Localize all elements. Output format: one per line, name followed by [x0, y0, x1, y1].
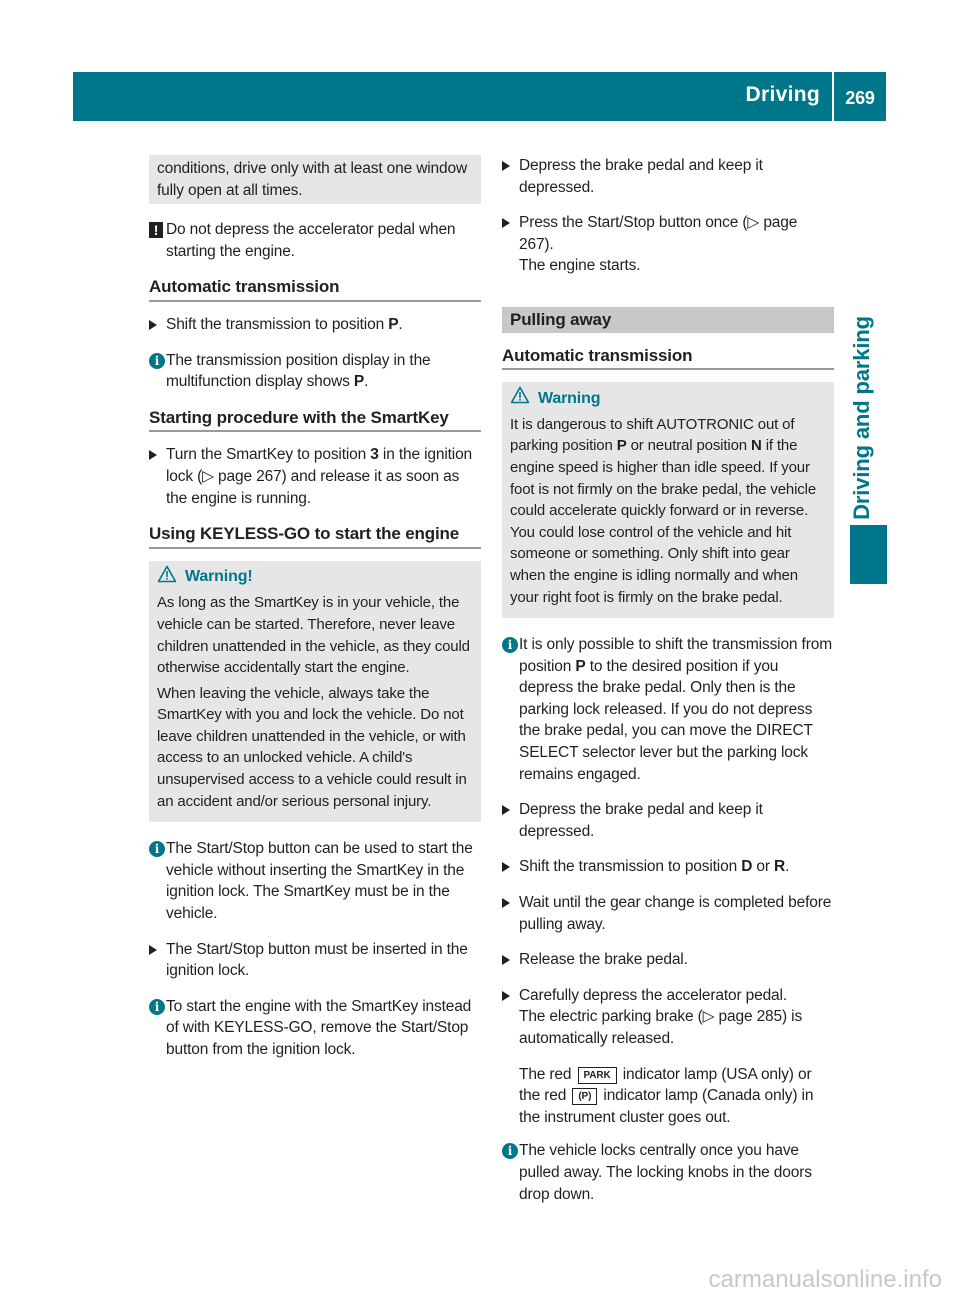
warning-title	[510, 386, 827, 411]
caution-note: ! Do not depress the accelerator pedal when starting the engine.	[149, 219, 481, 262]
bullet-arrow-icon	[502, 805, 510, 815]
parking-brake-indicator-icon: (P)	[572, 1088, 597, 1105]
info-icon: i	[149, 841, 165, 857]
bullet-arrow-icon	[149, 945, 157, 955]
bold-text: P	[353, 373, 365, 391]
bullet-arrow-icon	[502, 955, 510, 965]
instruction-step: Depress the brake pedal and keep it depressed.	[502, 155, 834, 198]
warning-title-label: Warning	[538, 389, 601, 407]
note-box: conditions, drive only with at least one window fully open at all times.	[149, 155, 481, 204]
page-number: 269	[834, 72, 886, 121]
warning-title	[157, 565, 474, 590]
warning-paragraph: It is dangerous to shift AUTOTRONIC out of parking position P or neutral position N if the engine speed is higher than idle speed. If your foot is not firmly on the brake pedal, the vehicle could accelerate quickly forward or in reverse. You could lose control of the vehicle and hit someone or something. Only shift into gear when the engine is idling normally and when your right foot is firmly on the brake pedal.	[510, 415, 817, 606]
side-tab-label: Driving and parking	[849, 315, 874, 520]
side-tab	[842, 310, 882, 525]
park-indicator-icon: PARK	[578, 1067, 617, 1084]
info-note: i The vehicle locks centrally once you have pulled away. The locking knobs in the doors drop down.	[502, 1140, 834, 1205]
instruction-step: Turn the SmartKey to position 3 in the ignition lock (▷ page 267) and release it as soon as the engine is running.	[149, 444, 481, 509]
bold-text: R	[774, 858, 786, 876]
step-result: The engine starts.	[519, 257, 641, 275]
bullet-arrow-icon	[149, 320, 157, 330]
instruction-step: Depress the brake pedal and keep it depressed.	[502, 799, 834, 842]
left-column	[149, 155, 481, 1075]
section-heading: Starting procedure with the SmartKey	[149, 407, 481, 433]
section-heading: Automatic transmission	[502, 345, 834, 371]
warning-title-label: Warning!	[185, 568, 253, 586]
instruction-step: Shift the transmission to position P.	[149, 314, 481, 336]
bold-text: P	[616, 437, 627, 455]
bold-text: P	[575, 657, 586, 675]
info-icon: i	[502, 1143, 518, 1159]
warning-paragraph: When leaving the vehicle, always take the SmartKey with you and lock the vehicle. Do not leave children unattended in the vehicle, or with access to an unlocked vehicle. A child's unsupervised access to a vehicle could result in an accident and/or serious personal injury.	[157, 684, 467, 810]
warning-triangle-icon	[157, 565, 177, 590]
warning-triangle-icon	[510, 386, 530, 411]
bullet-arrow-icon	[502, 218, 510, 228]
instruction-step: Wait until the gear change is completed before pulling away.	[502, 892, 834, 935]
info-note: i The transmission position display in the multifunction display shows P.	[149, 350, 481, 393]
bullet-arrow-icon	[502, 991, 510, 1001]
section-heading: Automatic transmission	[149, 276, 481, 302]
section-heading: Using KEYLESS-GO to start the engine	[149, 523, 481, 549]
side-tab-marker	[850, 525, 887, 584]
bold-text: N	[750, 437, 762, 455]
right-column	[502, 155, 834, 1219]
warning-box	[149, 561, 481, 823]
section-subheading: Pulling away	[502, 307, 834, 333]
instruction-step: Carefully depress the accelerator pedal. The electric parking brake (▷ page 285) is automatically released.	[502, 985, 834, 1050]
warning-box	[502, 382, 834, 618]
info-note: i It is only possible to shift the transmission from position P to the desired position if you depress the brake pedal. Only then is the parking lock released. If you do not depress the brake pedal, you can move the DIRECT SELECT selector lever but the parking lock remains engaged.	[502, 634, 834, 785]
section-title: Driving	[745, 83, 820, 106]
instruction-step: Shift the transmission to position D or R.	[502, 856, 834, 878]
warning-paragraph: As long as the SmartKey is in your vehicle, the vehicle can be started. Therefore, never leave children unattended in the vehicle, as they could otherwise accidentally start the engine.	[157, 594, 470, 677]
bullet-arrow-icon	[502, 862, 510, 872]
body-text: The red PARK indicator lamp (USA only) or the red (P) indicator lamp (Canada only) in the instrument cluster goes out.	[519, 1065, 814, 1126]
instruction-step: Press the Start/Stop button once (▷ page 267). The engine starts.	[502, 212, 834, 277]
info-icon: i	[149, 353, 165, 369]
bullet-arrow-icon	[502, 161, 510, 171]
watermark: carmanualsonline.info	[708, 1266, 942, 1293]
exclamation-icon: !	[149, 222, 163, 238]
bold-text: P	[388, 315, 399, 333]
instruction-step: The Start/Stop button must be inserted in the ignition lock.	[149, 939, 481, 982]
bullet-arrow-icon	[149, 450, 157, 460]
step-result: The electric parking brake (▷ page 285) is automatically released.	[519, 1008, 803, 1047]
info-note: i To start the engine with the SmartKey instead of with KEYLESS-GO, remove the Start/Stop button from the ignition lock.	[149, 996, 481, 1061]
instruction-step: Release the brake pedal.	[502, 949, 834, 971]
info-icon: i	[149, 999, 165, 1015]
page-header-bar	[73, 72, 832, 121]
bullet-arrow-icon	[502, 898, 510, 908]
bold-text: D	[741, 858, 753, 876]
info-note: i The Start/Stop button can be used to start the vehicle without inserting the SmartKey in the ignition lock. The SmartKey must be in the vehicle.	[149, 838, 481, 924]
info-icon: i	[502, 637, 518, 653]
bold-text: 3	[370, 446, 379, 464]
